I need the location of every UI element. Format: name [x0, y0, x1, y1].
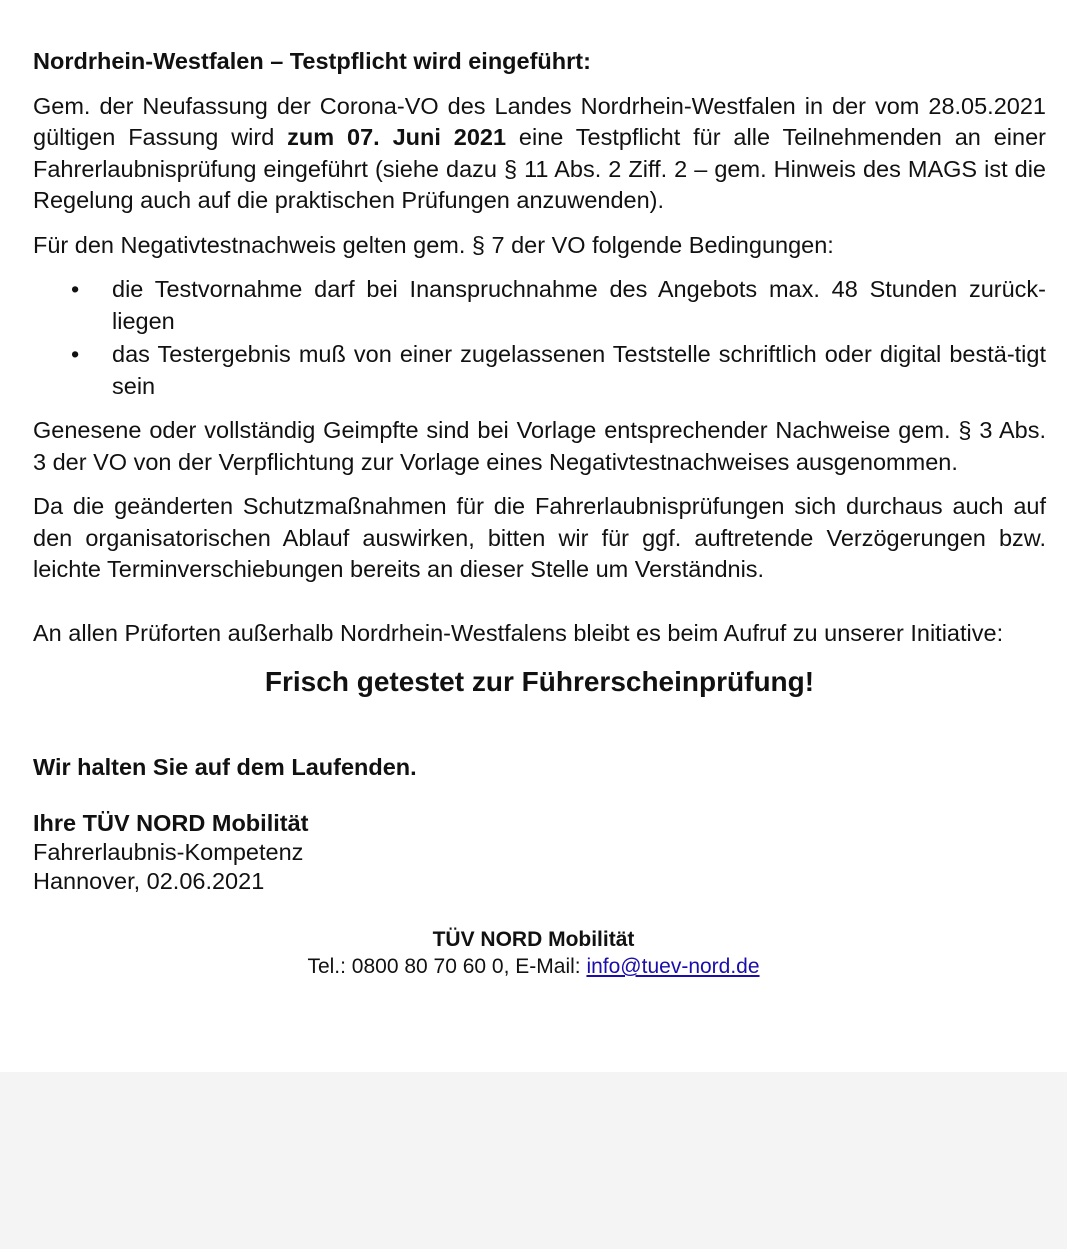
stay-informed: Wir halten Sie auf dem Laufenden.	[33, 754, 417, 780]
paragraph-exemptions: Genesene oder vollständig Geimpfte sind bei Vorlage entsprechender Nachweise gem. § 3 Abs. 3 der VO von der Verpflichtung zur Vorlage eines Negativtestnachweises ausgenommen.	[33, 417, 1046, 475]
bullet-icon: •	[71, 341, 80, 367]
document-heading: Nordrhein-Westfalen – Testpflicht wird eingeführt:	[33, 48, 591, 74]
paragraph-other-locations: An allen Prüforten außerhalb Nordrhein-Westfalens bleibt es beim Aufruf zu unserer Initiative:	[33, 619, 1004, 646]
list-item-text: das Testergebnis muß von einer zugelassenen Teststelle schriftlich oder digital bestä-tigt sein	[112, 341, 1046, 399]
document-content	[33, 46, 1046, 896]
deadline-date: zum 07. Juni 2021	[287, 124, 507, 150]
paragraph-delays: Da die geänderten Schutzmaßnahmen für die Fahrerlaubnisprüfungen sich durchaus auch auf den organisatorischen Ablauf auswirken, bitten wir für ggf. auftretende Verzögerungen bzw. leichte Terminverschiebungen bereits an dieser Stelle um Verständnis.	[33, 493, 1046, 582]
signature-org: Ihre TÜV NORD Mobilität	[33, 809, 309, 836]
conditions-list	[33, 274, 1046, 402]
signature-block	[33, 809, 1046, 896]
signature-place-date: Hannover, 02.06.2021	[33, 867, 265, 894]
list-item	[33, 274, 1046, 337]
email-link[interactable]: info@tuev-nord.de	[586, 955, 760, 978]
paragraph-testpflicht-end: eine Testpflicht für alle Teilnehmenden an einer Fahrerlaubnisprüfung eingeführt (siehe dazu § 11 Abs. 2 Ziff. 2 – gem. Hinweis des MAGS ist die Regelung auch auf die praktischen Prüfungen anzuwenden).	[33, 124, 1046, 213]
paragraph-conditions-intro: Für den Negativtestnachweis gelten gem. § 7 der VO folgende Bedingungen:	[33, 231, 834, 258]
footer	[0, 926, 1067, 980]
footer-contact	[0, 953, 1067, 980]
paragraph-testpflicht-start: Gem. der Neufassung der Corona-VO des Landes Nordrhein-Westfalen in der vom 28.05.2021 gültigen Fassung wird	[33, 92, 1046, 150]
signature-department: Fahrerlaubnis-Kompetenz	[33, 838, 304, 865]
list-item	[33, 339, 1046, 402]
paragraph-testpflicht	[33, 91, 1046, 217]
bullet-icon: •	[71, 276, 80, 302]
footer-phone: Tel.: 0800 80 70 60 0, E-Mail:	[307, 955, 587, 978]
slogan: Frisch getestet zur Führerscheinprüfung!	[264, 666, 815, 697]
footer-company-name: TÜV NORD Mobilität	[432, 928, 635, 951]
list-item-text: die Testvornahme darf bei Inanspruchnahme des Angebots max. 48 Stunden zurück-liegen	[112, 276, 1046, 334]
